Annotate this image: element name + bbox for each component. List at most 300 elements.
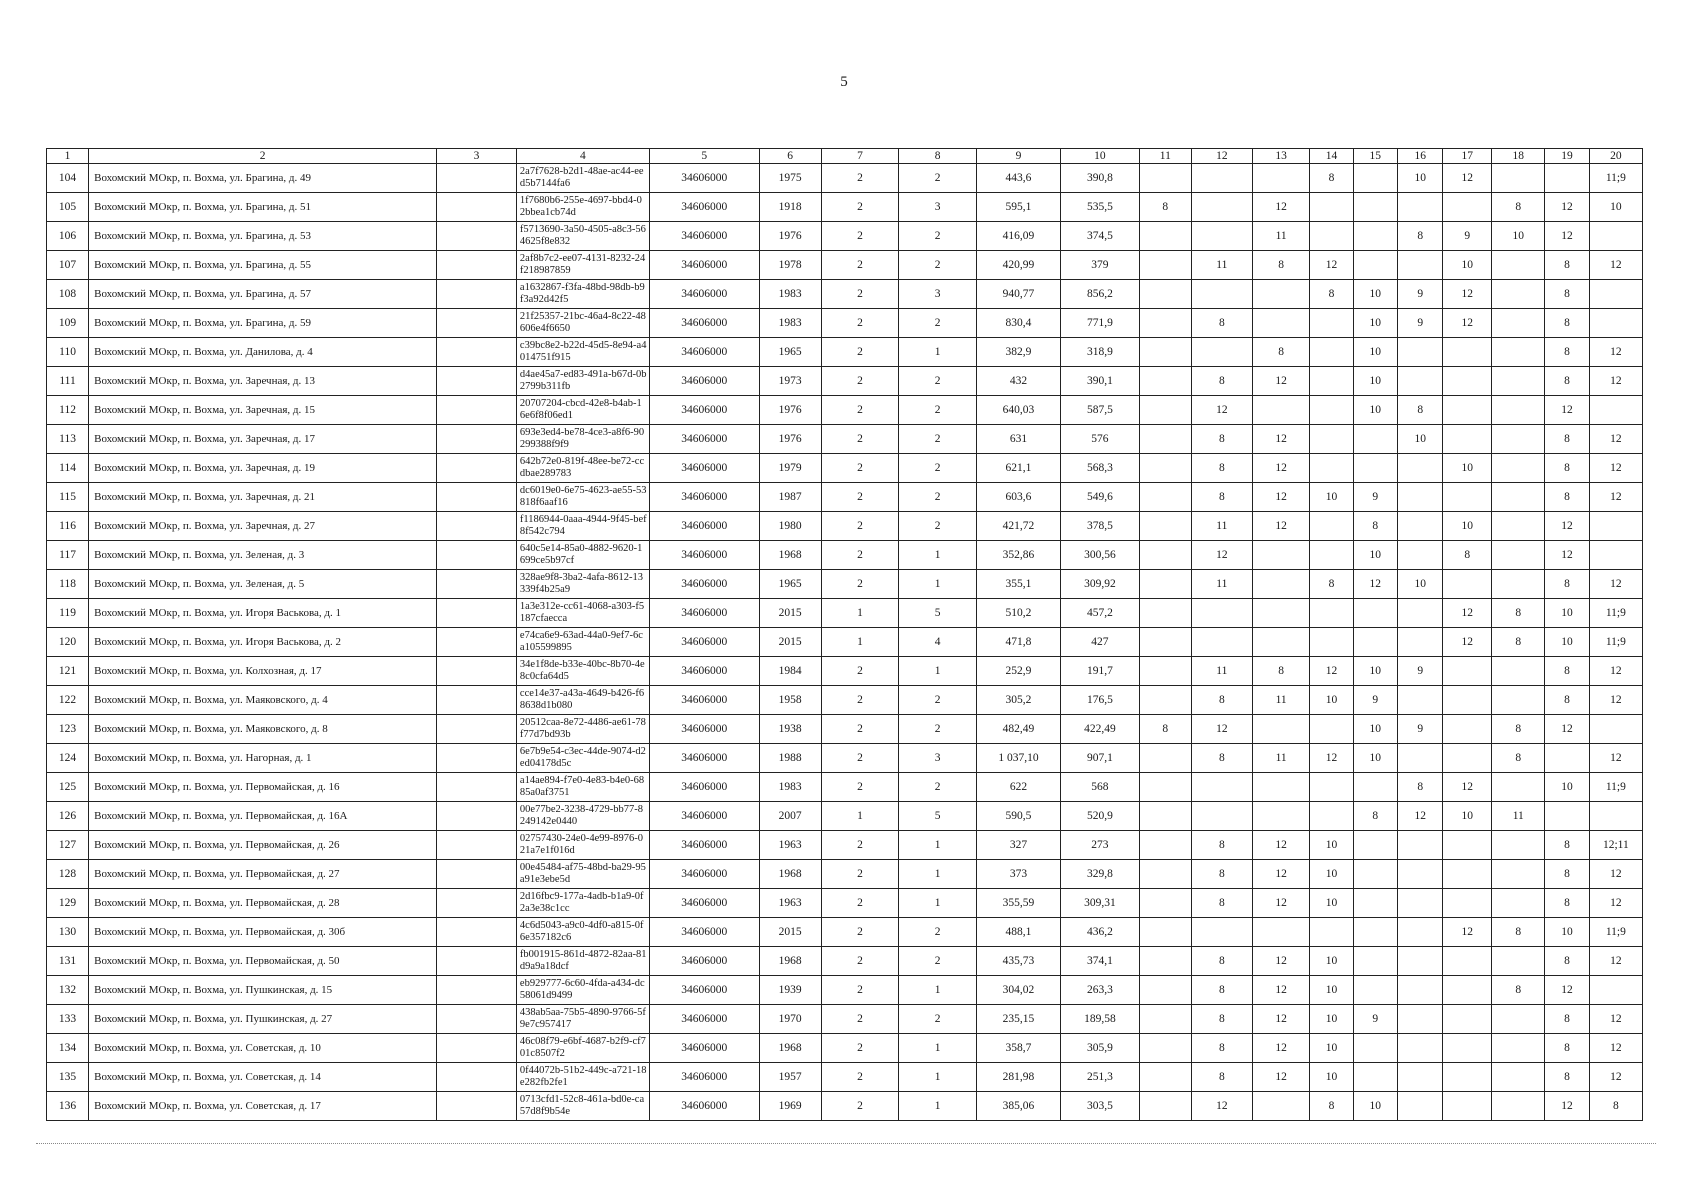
address-cell: Вохомский МОкр, п. Вохма, ул. Брагина, д. 51	[89, 193, 437, 222]
cell-col-16	[1397, 628, 1442, 657]
cell-col-8: 1	[899, 1063, 977, 1092]
oktmo-cell: 34606000	[649, 396, 759, 425]
cell-col-19: 8	[1545, 483, 1589, 512]
cell-col-12: 8	[1191, 976, 1252, 1005]
cell-col-15	[1353, 599, 1397, 628]
cell-col-10: 378,5	[1061, 512, 1140, 541]
cell-col-17	[1443, 338, 1492, 367]
cell-col-13	[1252, 164, 1310, 193]
cell-col-16: 9	[1397, 657, 1442, 686]
year-cell: 1976	[759, 222, 821, 251]
column-header-18: 18	[1492, 149, 1545, 164]
cell-col-14: 8	[1310, 280, 1353, 309]
cell-col-18	[1492, 773, 1545, 802]
cell-col-7: 2	[821, 889, 899, 918]
guid-cell: 693e3ed4-be78-4ce3-a8f6-90299388f9f9	[516, 425, 649, 454]
cell-col-19: 12	[1545, 1092, 1589, 1121]
row-number: 110	[47, 338, 89, 367]
cell-col-19: 10	[1545, 628, 1589, 657]
row-number: 113	[47, 425, 89, 454]
cell-col-7: 2	[821, 773, 899, 802]
column-header-2: 2	[89, 149, 437, 164]
cell-col-14	[1310, 715, 1353, 744]
cell-col-11	[1139, 454, 1191, 483]
cell-col-14: 10	[1310, 1005, 1353, 1034]
cell-col-11	[1139, 657, 1191, 686]
cell-col-8: 1	[899, 1092, 977, 1121]
cell-col-10: 309,92	[1061, 570, 1140, 599]
cell-col-15	[1353, 831, 1397, 860]
table-row	[47, 889, 1643, 918]
address-cell: Вохомский МОкр, п. Вохма, ул. Заречная, д. 15	[89, 396, 437, 425]
cell-col-20: 12	[1589, 657, 1642, 686]
oktmo-cell: 34606000	[649, 1092, 759, 1121]
guid-cell: 0f44072b-51b2-449c-a721-18e282fb2fe1	[516, 1063, 649, 1092]
cell-col-19: 8	[1545, 686, 1589, 715]
cell-col-3	[437, 164, 517, 193]
row-number: 128	[47, 860, 89, 889]
cell-col-16	[1397, 1092, 1442, 1121]
cell-col-18	[1492, 860, 1545, 889]
cell-col-13	[1252, 715, 1310, 744]
column-header-15: 15	[1353, 149, 1397, 164]
cell-col-7: 2	[821, 1034, 899, 1063]
row-number: 116	[47, 512, 89, 541]
cell-col-3	[437, 1005, 517, 1034]
cell-col-11	[1139, 512, 1191, 541]
cell-col-7: 2	[821, 1092, 899, 1121]
row-number: 119	[47, 599, 89, 628]
cell-col-10: 390,8	[1061, 164, 1140, 193]
cell-col-18: 10	[1492, 222, 1545, 251]
cell-col-16	[1397, 512, 1442, 541]
address-cell: Вохомский МОкр, п. Вохма, ул. Брагина, д. 53	[89, 222, 437, 251]
cell-col-18	[1492, 512, 1545, 541]
cell-col-12: 11	[1191, 251, 1252, 280]
cell-col-15: 10	[1353, 715, 1397, 744]
year-cell: 1963	[759, 889, 821, 918]
cell-col-15	[1353, 251, 1397, 280]
cell-col-7: 2	[821, 338, 899, 367]
cell-col-19	[1545, 802, 1589, 831]
cell-col-19: 12	[1545, 512, 1589, 541]
cell-col-15: 8	[1353, 512, 1397, 541]
cell-col-11	[1139, 570, 1191, 599]
cell-col-19: 8	[1545, 338, 1589, 367]
cell-col-9: 358,7	[976, 1034, 1060, 1063]
cell-col-18: 8	[1492, 715, 1545, 744]
guid-cell: c39bc8e2-b22d-45d5-8e94-a4014751f915	[516, 338, 649, 367]
cell-col-12: 8	[1191, 1005, 1252, 1034]
cell-col-17: 12	[1443, 309, 1492, 338]
cell-col-9: 416,09	[976, 222, 1060, 251]
cell-col-20: 11;9	[1589, 599, 1642, 628]
cell-col-16	[1397, 251, 1442, 280]
address-cell: Вохомский МОкр, п. Вохма, ул. Советская, д. 17	[89, 1092, 437, 1121]
row-number: 115	[47, 483, 89, 512]
column-header-14: 14	[1310, 149, 1353, 164]
oktmo-cell: 34606000	[649, 483, 759, 512]
cell-col-9: 382,9	[976, 338, 1060, 367]
oktmo-cell: 34606000	[649, 338, 759, 367]
guid-cell: 438ab5aa-75b5-4890-9766-5f9e7c957417	[516, 1005, 649, 1034]
cell-col-14: 8	[1310, 1092, 1353, 1121]
cell-col-10: 318,9	[1061, 338, 1140, 367]
address-cell: Вохомский МОкр, п. Вохма, ул. Советская, д. 14	[89, 1063, 437, 1092]
cell-col-18	[1492, 657, 1545, 686]
guid-cell: eb929777-6c60-4fda-a434-dc58061d9499	[516, 976, 649, 1005]
cell-col-11	[1139, 802, 1191, 831]
cell-col-8: 1	[899, 860, 977, 889]
cell-col-11	[1139, 367, 1191, 396]
cell-col-11	[1139, 541, 1191, 570]
cell-col-16	[1397, 686, 1442, 715]
cell-col-17: 12	[1443, 628, 1492, 657]
page-number: 5	[840, 74, 848, 90]
cell-col-18	[1492, 280, 1545, 309]
cell-col-17: 12	[1443, 918, 1492, 947]
cell-col-7: 2	[821, 483, 899, 512]
cell-col-17	[1443, 976, 1492, 1005]
cell-col-9: 420,99	[976, 251, 1060, 280]
cell-col-8: 2	[899, 396, 977, 425]
year-cell: 1984	[759, 657, 821, 686]
cell-col-10: 587,5	[1061, 396, 1140, 425]
cell-col-8: 2	[899, 947, 977, 976]
cell-col-7: 2	[821, 570, 899, 599]
cell-col-11	[1139, 251, 1191, 280]
cell-col-19	[1545, 164, 1589, 193]
cell-col-7: 2	[821, 1063, 899, 1092]
address-cell: Вохомский МОкр, п. Вохма, ул. Заречная, д. 21	[89, 483, 437, 512]
cell-col-10: 374,1	[1061, 947, 1140, 976]
cell-col-17: 9	[1443, 222, 1492, 251]
cell-col-18: 8	[1492, 193, 1545, 222]
cell-col-15: 9	[1353, 1005, 1397, 1034]
cell-col-13: 12	[1252, 425, 1310, 454]
year-cell: 1976	[759, 396, 821, 425]
cell-col-7: 2	[821, 657, 899, 686]
cell-col-3	[437, 657, 517, 686]
cell-col-16	[1397, 454, 1442, 483]
cell-col-14: 12	[1310, 657, 1353, 686]
cell-col-18	[1492, 831, 1545, 860]
cell-col-12: 8	[1191, 483, 1252, 512]
cell-col-16	[1397, 193, 1442, 222]
cell-col-9: 940,77	[976, 280, 1060, 309]
cell-col-20: 12	[1589, 1005, 1642, 1034]
row-number: 118	[47, 570, 89, 599]
row-number: 107	[47, 251, 89, 280]
cell-col-12: 12	[1191, 1092, 1252, 1121]
cell-col-3	[437, 367, 517, 396]
cell-col-15	[1353, 425, 1397, 454]
cell-col-15	[1353, 222, 1397, 251]
guid-cell: cce14e37-a43a-4649-b426-f68638d1b080	[516, 686, 649, 715]
cell-col-13: 12	[1252, 1063, 1310, 1092]
cell-col-14: 10	[1310, 831, 1353, 860]
cell-col-12	[1191, 918, 1252, 947]
oktmo-cell: 34606000	[649, 570, 759, 599]
address-cell: Вохомский МОкр, п. Вохма, ул. Колхозная, д. 17	[89, 657, 437, 686]
cell-col-3	[437, 1092, 517, 1121]
cell-col-3	[437, 483, 517, 512]
cell-col-19: 8	[1545, 860, 1589, 889]
oktmo-cell: 34606000	[649, 976, 759, 1005]
year-cell: 1970	[759, 1005, 821, 1034]
cell-col-14: 10	[1310, 976, 1353, 1005]
cell-col-19: 12	[1545, 541, 1589, 570]
cell-col-16	[1397, 338, 1442, 367]
cell-col-10: 856,2	[1061, 280, 1140, 309]
cell-col-7: 2	[821, 193, 899, 222]
cell-col-20: 12	[1589, 860, 1642, 889]
cell-col-8: 2	[899, 454, 977, 483]
cell-col-7: 2	[821, 367, 899, 396]
row-number: 104	[47, 164, 89, 193]
cell-col-11	[1139, 309, 1191, 338]
cell-col-3	[437, 338, 517, 367]
cell-col-12: 12	[1191, 715, 1252, 744]
cell-col-10: 568,3	[1061, 454, 1140, 483]
cell-col-11	[1139, 976, 1191, 1005]
oktmo-cell: 34606000	[649, 860, 759, 889]
cell-col-17: 12	[1443, 773, 1492, 802]
cell-col-3	[437, 193, 517, 222]
cell-col-18	[1492, 396, 1545, 425]
cell-col-19: 8	[1545, 570, 1589, 599]
cell-col-20: 8	[1589, 1092, 1642, 1121]
cell-col-3	[437, 628, 517, 657]
cell-col-9: 355,59	[976, 889, 1060, 918]
cell-col-3	[437, 773, 517, 802]
row-number: 122	[47, 686, 89, 715]
cell-col-16	[1397, 541, 1442, 570]
cell-col-8: 2	[899, 773, 977, 802]
cell-col-8: 2	[899, 1005, 977, 1034]
cell-col-14	[1310, 773, 1353, 802]
cell-col-16	[1397, 599, 1442, 628]
cell-col-20: 12	[1589, 251, 1642, 280]
row-number: 133	[47, 1005, 89, 1034]
cell-col-12: 8	[1191, 309, 1252, 338]
cell-col-13: 12	[1252, 976, 1310, 1005]
cell-col-12: 8	[1191, 367, 1252, 396]
guid-cell: 2a7f7628-b2d1-48ae-ac44-eed5b7144fa6	[516, 164, 649, 193]
cell-col-19: 8	[1545, 280, 1589, 309]
cell-col-13	[1252, 628, 1310, 657]
row-number: 130	[47, 918, 89, 947]
cell-col-18	[1492, 889, 1545, 918]
cell-col-14	[1310, 541, 1353, 570]
cell-col-8: 2	[899, 425, 977, 454]
cell-col-3	[437, 686, 517, 715]
cell-col-12: 8	[1191, 860, 1252, 889]
cell-col-11	[1139, 599, 1191, 628]
cell-col-19: 8	[1545, 657, 1589, 686]
address-cell: Вохомский МОкр, п. Вохма, ул. Первомайская, д. 16А	[89, 802, 437, 831]
cell-col-20: 11;9	[1589, 164, 1642, 193]
guid-cell: 21f25357-21bc-46a4-8c22-48606e4f6650	[516, 309, 649, 338]
table-row	[47, 396, 1643, 425]
cell-col-15: 8	[1353, 802, 1397, 831]
guid-cell: 642b72e0-819f-48ee-be72-ccdbae289783	[516, 454, 649, 483]
cell-col-13	[1252, 309, 1310, 338]
cell-col-7: 2	[821, 744, 899, 773]
address-cell: Вохомский МОкр, п. Вохма, ул. Данилова, д. 4	[89, 338, 437, 367]
guid-cell: a1632867-f3fa-48bd-98db-b9f3a92d42f5	[516, 280, 649, 309]
cell-col-16	[1397, 889, 1442, 918]
cell-col-10: 390,1	[1061, 367, 1140, 396]
cell-col-10: 907,1	[1061, 744, 1140, 773]
cell-col-13: 12	[1252, 1005, 1310, 1034]
year-cell: 1968	[759, 860, 821, 889]
cell-col-12: 11	[1191, 657, 1252, 686]
table-row	[47, 1034, 1643, 1063]
year-cell: 1973	[759, 367, 821, 396]
cell-col-18	[1492, 541, 1545, 570]
cell-col-17: 10	[1443, 802, 1492, 831]
cell-col-20	[1589, 396, 1642, 425]
cell-col-15	[1353, 164, 1397, 193]
row-number: 114	[47, 454, 89, 483]
cell-col-11	[1139, 831, 1191, 860]
address-cell: Вохомский МОкр, п. Вохма, ул. Заречная, д. 13	[89, 367, 437, 396]
cell-col-14: 10	[1310, 483, 1353, 512]
cell-col-15: 10	[1353, 1092, 1397, 1121]
cell-col-7: 2	[821, 396, 899, 425]
cell-col-11	[1139, 483, 1191, 512]
cell-col-20: 12	[1589, 889, 1642, 918]
column-header-7: 7	[821, 149, 899, 164]
cell-col-18: 8	[1492, 628, 1545, 657]
cell-col-16: 8	[1397, 773, 1442, 802]
cell-col-17	[1443, 1005, 1492, 1034]
cell-col-20: 11;9	[1589, 628, 1642, 657]
address-cell: Вохомский МОкр, п. Вохма, ул. Брагина, д. 59	[89, 309, 437, 338]
cell-col-13: 8	[1252, 657, 1310, 686]
year-cell: 1980	[759, 512, 821, 541]
cell-col-8: 1	[899, 541, 977, 570]
cell-col-13	[1252, 396, 1310, 425]
guid-cell: a14ae894-f7e0-4e83-b4e0-6885a0af3751	[516, 773, 649, 802]
row-number: 109	[47, 309, 89, 338]
cell-col-16	[1397, 918, 1442, 947]
row-number: 117	[47, 541, 89, 570]
cell-col-11	[1139, 280, 1191, 309]
cell-col-14: 10	[1310, 1063, 1353, 1092]
cell-col-13: 12	[1252, 947, 1310, 976]
cell-col-9: 435,73	[976, 947, 1060, 976]
address-cell: Вохомский МОкр, п. Вохма, ул. Зеленая, д. 3	[89, 541, 437, 570]
cell-col-17	[1443, 1063, 1492, 1092]
cell-col-11	[1139, 889, 1191, 918]
cell-col-15	[1353, 628, 1397, 657]
row-number: 129	[47, 889, 89, 918]
cell-col-15: 9	[1353, 686, 1397, 715]
cell-col-14: 10	[1310, 860, 1353, 889]
oktmo-cell: 34606000	[649, 1063, 759, 1092]
cell-col-3	[437, 802, 517, 831]
cell-col-13: 8	[1252, 338, 1310, 367]
guid-cell: 1a3e312e-cc61-4068-a303-f5187cfaecca	[516, 599, 649, 628]
cell-col-9: 355,1	[976, 570, 1060, 599]
year-cell: 1968	[759, 1034, 821, 1063]
oktmo-cell: 34606000	[649, 1005, 759, 1034]
cell-col-10: 309,31	[1061, 889, 1140, 918]
cell-col-8: 2	[899, 222, 977, 251]
cell-col-7: 2	[821, 918, 899, 947]
cell-col-14: 8	[1310, 570, 1353, 599]
cell-col-17: 12	[1443, 599, 1492, 628]
cell-col-18	[1492, 483, 1545, 512]
cell-col-8: 2	[899, 164, 977, 193]
cell-col-7: 1	[821, 599, 899, 628]
cell-col-20: 12	[1589, 570, 1642, 599]
cell-col-12: 11	[1191, 570, 1252, 599]
cell-col-3	[437, 744, 517, 773]
cell-col-13: 11	[1252, 686, 1310, 715]
cell-col-17	[1443, 657, 1492, 686]
column-header-9: 9	[976, 149, 1060, 164]
cell-col-12	[1191, 338, 1252, 367]
cell-col-9: 235,15	[976, 1005, 1060, 1034]
cell-col-15: 10	[1353, 309, 1397, 338]
cell-col-11	[1139, 1005, 1191, 1034]
row-number: 134	[47, 1034, 89, 1063]
cell-col-9: 830,4	[976, 309, 1060, 338]
cell-col-18	[1492, 570, 1545, 599]
table-row	[47, 193, 1643, 222]
cell-col-18	[1492, 454, 1545, 483]
cell-col-8: 1	[899, 889, 977, 918]
guid-cell: dc6019e0-6e75-4623-ae55-53818f6aaf16	[516, 483, 649, 512]
cell-col-16	[1397, 744, 1442, 773]
cell-col-15: 10	[1353, 541, 1397, 570]
guid-cell: 6e7b9e54-c3ec-44de-9074-d2ed04178d5c	[516, 744, 649, 773]
cell-col-15: 10	[1353, 280, 1397, 309]
oktmo-cell: 34606000	[649, 918, 759, 947]
cell-col-16	[1397, 1005, 1442, 1034]
bottom-rule	[36, 1143, 1656, 1144]
cell-col-15	[1353, 918, 1397, 947]
cell-col-9: 304,02	[976, 976, 1060, 1005]
cell-col-12: 12	[1191, 396, 1252, 425]
cell-col-14	[1310, 425, 1353, 454]
cell-col-10: 457,2	[1061, 599, 1140, 628]
address-cell: Вохомский МОкр, п. Вохма, ул. Заречная, д. 27	[89, 512, 437, 541]
cell-col-19: 12	[1545, 396, 1589, 425]
table-row	[47, 280, 1643, 309]
cell-col-20: 12	[1589, 454, 1642, 483]
cell-col-12	[1191, 280, 1252, 309]
table-row	[47, 454, 1643, 483]
cell-col-14: 10	[1310, 889, 1353, 918]
table-row	[47, 744, 1643, 773]
cell-col-7: 2	[821, 512, 899, 541]
year-cell: 1965	[759, 338, 821, 367]
cell-col-20	[1589, 512, 1642, 541]
cell-col-20: 11;9	[1589, 773, 1642, 802]
cell-col-10: 305,9	[1061, 1034, 1140, 1063]
cell-col-20	[1589, 309, 1642, 338]
cell-col-14	[1310, 309, 1353, 338]
guid-cell: 46c08f79-e6bf-4687-b2f9-cf701c8507f2	[516, 1034, 649, 1063]
column-header-20: 20	[1589, 149, 1642, 164]
cell-col-14	[1310, 918, 1353, 947]
cell-col-19: 8	[1545, 309, 1589, 338]
cell-col-9: 1 037,10	[976, 744, 1060, 773]
